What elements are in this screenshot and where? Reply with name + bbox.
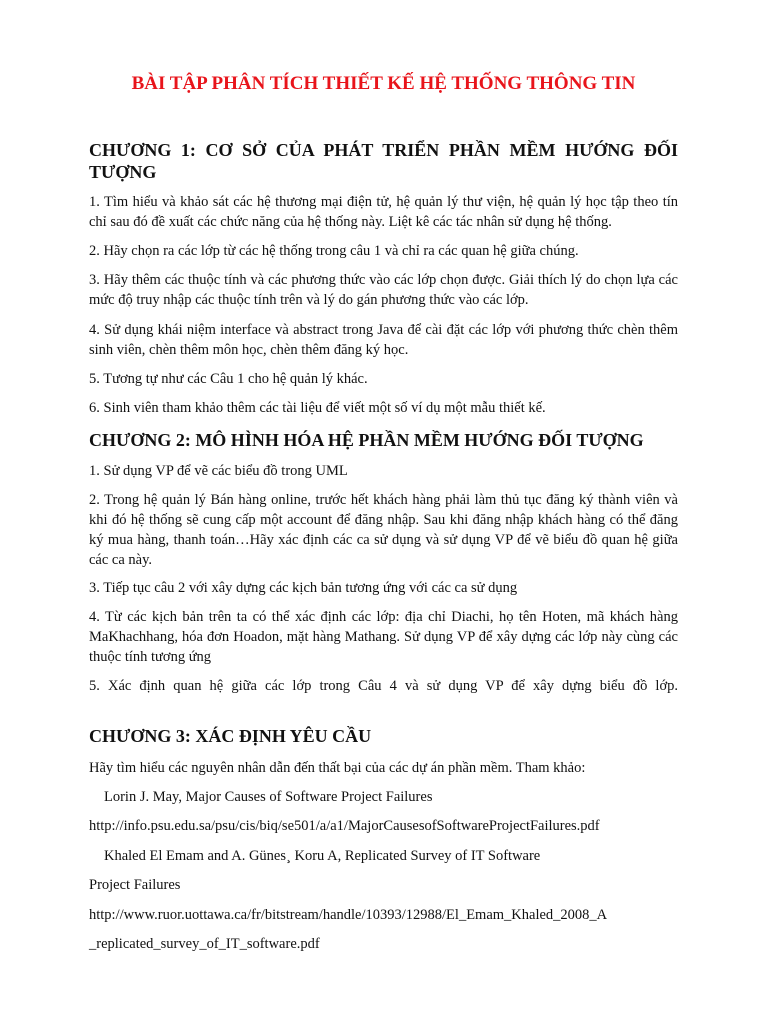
- chapter-1-item-1: 1. Tìm hiểu và khảo sát các hệ thương mại điện tử, hệ quản lý thư viện, hệ quản lý học tập theo tín chỉ sau đó đề xuất các chức năng của hệ thống này. Liệt kê các tác nhân sử dụng hệ thống.: [89, 194, 678, 230]
- chapter-3-intro: Hãy tìm hiểu các nguyên nhân dẫn đến thất bại của các dự án phần mềm. Tham khảo:: [89, 760, 586, 776]
- chapter-1-item-6: 6. Sinh viên tham khảo thêm các tài liệu để viết một số ví dụ một mẫu thiết kế.: [89, 400, 546, 416]
- chapter-1-heading: CHƯƠNG 1: CƠ SỞ CỦA PHÁT TRIỂN PHẦN MỀM HƯỚNG ĐỐI TƯỢNG: [89, 140, 678, 182]
- reference-2-title-continued: Project Failures: [89, 877, 181, 893]
- chapter-3-heading: CHƯƠNG 3: XÁC ĐỊNH YÊU CẦU: [89, 726, 372, 746]
- chapter-1-item-4: 4. Sử dụng khái niệm interface và abstract trong Java để cài đặt các lớp với phương thức chèn thêm sinh viên, chèn thêm môn học, chèn thêm đăng ký học.: [89, 322, 678, 358]
- reference-2-url: http://www.ruor.uottawa.ca/fr/bitstream/handle/10393/12988/El_Emam_Khaled_2008_A: [89, 907, 608, 923]
- document-title: BÀI TẬP PHÂN TÍCH THIẾT KẾ HỆ THỐNG THÔNG TIN: [131, 73, 636, 94]
- chapter-1-item-2: 2. Hãy chọn ra các lớp từ các hệ thống trong câu 1 và chỉ ra các quan hệ giữa chúng.: [89, 243, 579, 259]
- reference-2-url-continued: _replicated_survey_of_IT_software.pdf: [89, 936, 320, 952]
- chapter-1-item-3: 3. Hãy thêm các thuộc tính và các phương thức vào các lớp chọn được. Giải thích lý do chọn lựa các mức độ truy nhập các thuộc tính trên và lý do gán phương thức vào các lớp.: [89, 272, 678, 308]
- chapter-2-item-1: 1. Sử dụng VP để vẽ các biểu đồ trong UML: [89, 463, 348, 479]
- reference-2-title: Khaled El Emam and A. Günes¸ Koru A, Replicated Survey of IT Software: [104, 848, 541, 864]
- document-page: [89, 0, 678, 1024]
- chapter-1-item-5: 5. Tương tự như các Câu 1 cho hệ quản lý khác.: [89, 371, 368, 387]
- chapter-2-item-4: 4. Từ các kịch bản trên ta có thể xác định các lớp: địa chỉ Diachi, họ tên Hoten, mã khách hàng MaKhachhang, hóa đơn Hoadon, mặt hàng Mathang. Sử dụng VP để xây dựng các lớp này cùng các thuộc tính tương ứng: [89, 609, 678, 665]
- reference-1-url: http://info.psu.edu.sa/psu/cis/biq/se501/a/a1/MajorCausesofSoftwareProjectFailures.pdf: [89, 818, 600, 834]
- chapter-2-item-5: 5. Xác định quan hệ giữa các lớp trong Câu 4 và sử dụng VP để xây dựng biểu đồ lớp.: [89, 678, 678, 694]
- chapter-2-heading: CHƯƠNG 2: MÔ HÌNH HÓA HỆ PHẦN MỀM HƯỚNG ĐỐI TƯỢNG: [89, 430, 644, 450]
- reference-1-title: Lorin J. May, Major Causes of Software Project Failures: [104, 789, 433, 805]
- chapter-2-item-3: 3. Tiếp tục câu 2 với xây dựng các kịch bản tương ứng với các ca sử dụng: [89, 580, 518, 596]
- chapter-2-item-2: 2. Trong hệ quản lý Bán hàng online, trước hết khách hàng phải làm thủ tục đăng ký thành viên và khi đó hệ thống sẽ cung cấp một account để đăng nhập. Sau khi đăng nhập khách hàng có thể đăng ký mua hàng, thanh toán…Hãy xác định các ca sử dụng và sử dụng VP để vẽ biểu đồ quan hệ giữa các ca này.: [89, 492, 678, 568]
